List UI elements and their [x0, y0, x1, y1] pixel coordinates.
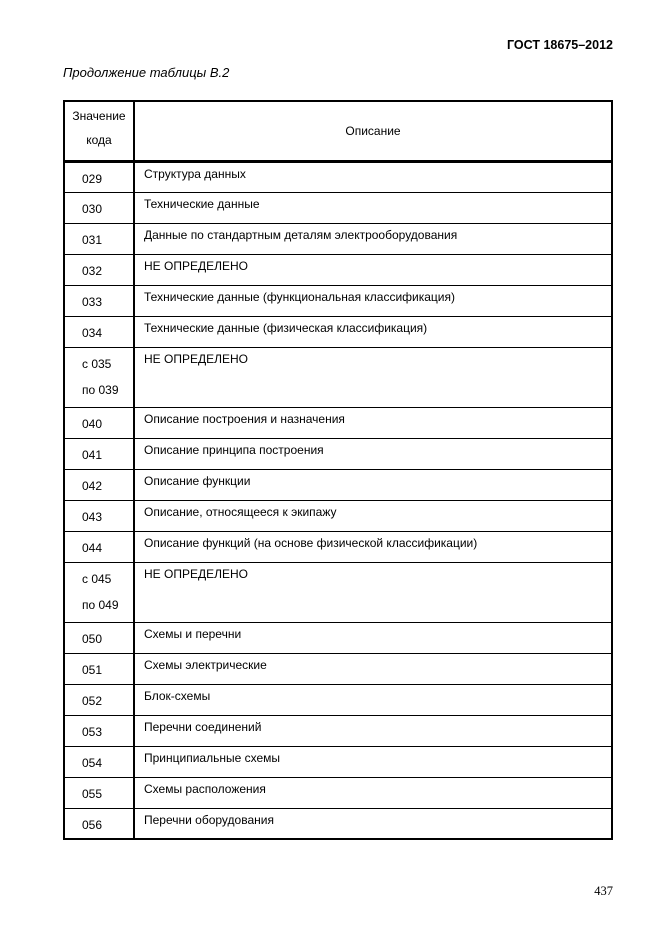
code-cell: [64, 777, 134, 808]
table-row: [64, 469, 612, 500]
code-cell: [64, 562, 134, 622]
description-cell: Технические данные (функциональная классификация): [134, 285, 612, 316]
table-row: [64, 316, 612, 347]
code-value: 034: [82, 325, 103, 340]
code-cell: [64, 469, 134, 500]
code-cell: [64, 438, 134, 469]
description-cell: Перечни оборудования: [134, 808, 612, 839]
description-cell: Структура данных: [134, 161, 612, 192]
code-value: 031: [82, 232, 103, 247]
description-cell: Описание функции: [134, 469, 612, 500]
table-row: [64, 531, 612, 562]
description-cell: Принципиальные схемы: [134, 746, 612, 777]
code-cell: [64, 684, 134, 715]
code-cell: [64, 622, 134, 653]
code-value: 043: [82, 509, 103, 524]
code-value: 029: [82, 171, 103, 186]
description-cell: НЕ ОПРЕДЕЛЕНО: [134, 347, 612, 407]
description-cell: Описание принципа построения: [134, 438, 612, 469]
column-header-code: [64, 101, 134, 161]
code-value: 041: [82, 447, 103, 462]
table-row: [64, 192, 612, 223]
code-value: 050: [82, 631, 103, 646]
table-row: [64, 684, 612, 715]
description-cell: НЕ ОПРЕДЕЛЕНО: [134, 254, 612, 285]
code-value: 032: [82, 263, 103, 278]
code-value: 053: [82, 724, 103, 739]
table-row: [64, 622, 612, 653]
table-row: [64, 808, 612, 839]
description-cell: Схемы и перечни: [134, 622, 612, 653]
table-row: [64, 653, 612, 684]
code-value: по 039: [82, 382, 119, 397]
code-cell: [64, 254, 134, 285]
code-value: 054: [82, 755, 103, 770]
description-cell: НЕ ОПРЕДЕЛЕНО: [134, 562, 612, 622]
code-value: по 049: [82, 597, 119, 612]
description-cell: Описание функций (на основе физической классификации): [134, 531, 612, 562]
table-row: [64, 347, 612, 407]
description-cell: Перечни соединений: [134, 715, 612, 746]
code-cell: [64, 161, 134, 192]
code-cell: [64, 808, 134, 839]
code-cell: [64, 715, 134, 746]
code-cell: [64, 223, 134, 254]
description-cell: Описание построения и назначения: [134, 407, 612, 438]
description-cell: Схемы электрические: [134, 653, 612, 684]
codes-table: [63, 100, 613, 840]
code-cell: [64, 531, 134, 562]
description-cell: Схемы расположения: [134, 777, 612, 808]
code-cell: [64, 347, 134, 407]
table-row: [64, 254, 612, 285]
table-row: [64, 438, 612, 469]
page-number: 437: [594, 884, 613, 898]
table-row: [64, 223, 612, 254]
description-cell: Данные по стандартным деталям электрооборудования: [134, 223, 612, 254]
code-value: 040: [82, 416, 103, 431]
table-row: [64, 285, 612, 316]
code-cell: [64, 285, 134, 316]
code-value: 044: [82, 540, 103, 555]
code-cell: [64, 192, 134, 223]
description-cell: Блок-схемы: [134, 684, 612, 715]
code-value: 030: [82, 201, 103, 216]
description-cell: Технические данные (физическая классификация): [134, 316, 612, 347]
description-cell: Описание, относящееся к экипажу: [134, 500, 612, 531]
table-row: [64, 562, 612, 622]
column-header-code-line2: кода: [86, 133, 112, 147]
table-header-row: [64, 101, 612, 161]
code-cell: [64, 746, 134, 777]
code-value: 056: [82, 817, 103, 832]
code-value: с 035: [82, 356, 112, 371]
table-row: [64, 746, 612, 777]
code-value: 052: [82, 693, 103, 708]
code-cell: [64, 407, 134, 438]
standard-number: ГОСТ 18675–2012: [507, 38, 613, 52]
table-caption: Продолжение таблицы В.2: [63, 65, 230, 80]
code-value: 051: [82, 662, 103, 677]
code-value: 055: [82, 786, 103, 801]
code-cell: [64, 500, 134, 531]
table-row: [64, 715, 612, 746]
code-value: с 045: [82, 571, 112, 586]
description-cell: Технические данные: [134, 192, 612, 223]
column-header-description: Описание: [134, 101, 612, 161]
table-row: [64, 500, 612, 531]
table-row: [64, 777, 612, 808]
code-cell: [64, 316, 134, 347]
code-value: 033: [82, 294, 103, 309]
code-cell: [64, 653, 134, 684]
column-header-code-line1: Значение: [72, 109, 126, 123]
table-row: [64, 407, 612, 438]
table-row: [64, 161, 612, 192]
code-value: 042: [82, 478, 103, 493]
